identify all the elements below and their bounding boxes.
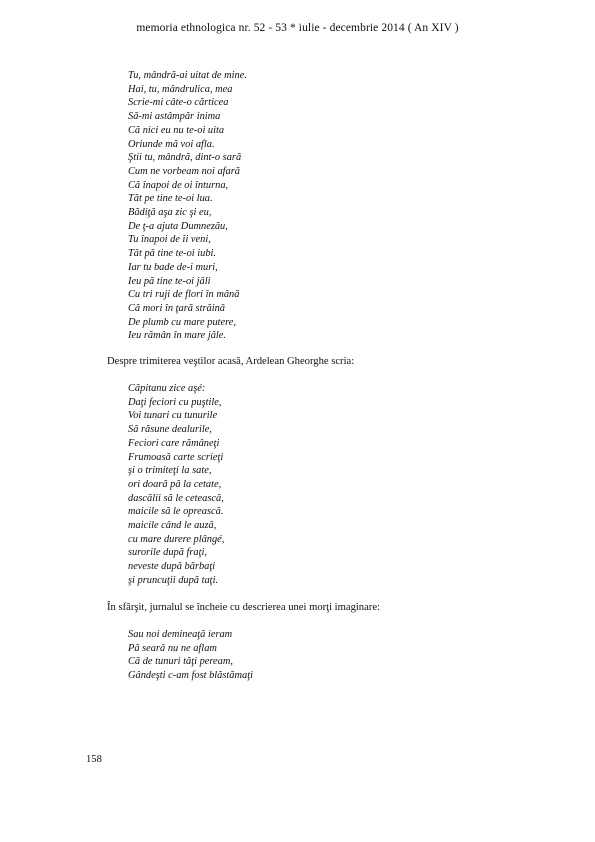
poem-stanza-2 (128, 382, 224, 588)
journal-header: memoria ethnologica nr. 52 - 53 * iulie - decembrie 2014 ( An XIV ) (136, 22, 459, 34)
poem-line: şi pruncuţii după taţi. (128, 574, 219, 586)
poem-stanza-1 (128, 69, 247, 343)
poem-line: cu mare durere plângé, (128, 533, 225, 545)
poem-line: De plumb cu mare putere, (128, 316, 237, 328)
poem-line: Ştii tu, mândră, dint-o sară (128, 152, 242, 164)
prose-paragraph-intro: Despre trimiterea veştilor acasă, Ardelean Gheorghe scria: (107, 356, 355, 367)
poem-line: Daţi feciori cu puştile, (128, 396, 222, 408)
poem-line: surorile după fraţi, (128, 547, 207, 559)
poem-line: ori doară pă la cetate, (128, 478, 222, 490)
poem-line: Scrie-mi câte-o cărticea (128, 97, 229, 109)
poem-line: şi o trimiteţi la sate, (128, 465, 212, 477)
poem-line: Cum ne vorbeam noi afară (128, 165, 240, 177)
poem-line: Că înapoi de oi înturna, (128, 179, 229, 191)
poem-line: Să răsune dealurile, (128, 424, 212, 436)
poem-line: De ţ-a ajuta Dumnezău, (128, 220, 228, 232)
poem-line: Hai, tu, mândrulica, mea (128, 83, 233, 95)
poem-line: Cu tri ruji de flori în mână (128, 289, 240, 301)
poem-line: Voi tunari cu tunurile (128, 410, 218, 422)
poem-line: Să-mi astâmpăr inima (128, 111, 221, 123)
poem-line: Căpitanu zice aşé: (128, 383, 206, 394)
poem-line: Tăt pă tine te-oi iubi. (128, 248, 217, 260)
poem-line: Feciori care rămâneţi (128, 437, 220, 449)
prose-paragraph-conclusion: În sfârşit, jurnalul se încheie cu descrierea unei morţi imaginare: (107, 602, 380, 613)
poem-line: maicile să le oprească. (128, 506, 224, 518)
poem-line: Că nici eu nu te-oi uita (128, 124, 225, 136)
poem-line: Tăt pe tine te-oi lua. (128, 193, 213, 205)
poem-line: Tu înapoi de îi veni, (128, 234, 211, 246)
poem-line: neveste după bărbaţi (128, 561, 216, 573)
poem-line: dascălii să le cetească, (128, 492, 224, 504)
page-number: 158 (86, 754, 102, 765)
poem-stanza-3 (128, 628, 253, 683)
poem-line: Sau noi demineaţă ieram (128, 629, 233, 640)
poem-line: maicile când le auză, (128, 520, 217, 532)
poem-line: Oriunde mă voi afla. (128, 138, 215, 150)
poem-line: Bădiţă aşa zic şi eu, (128, 207, 212, 219)
poem-line: Iar tu bade de-i muri, (128, 261, 218, 273)
poem-line: Că mori în ţară străină (128, 302, 225, 314)
poem-line: Pă seară nu ne aflam (128, 642, 217, 654)
poem-line: Tu, mândră-ai uitat de mine. (128, 70, 247, 81)
poem-line: Ieu rămân în mare jăle. (128, 330, 227, 342)
poem-line: Frumoasă carte scrieţi (128, 451, 224, 463)
poem-line: Că de tunuri tăţi peream, (128, 656, 233, 668)
poem-line: Ieu pă tine te-oi jăli (128, 275, 211, 287)
poem-line: Gândeşti c-am fost blăstămaţi (128, 670, 253, 682)
